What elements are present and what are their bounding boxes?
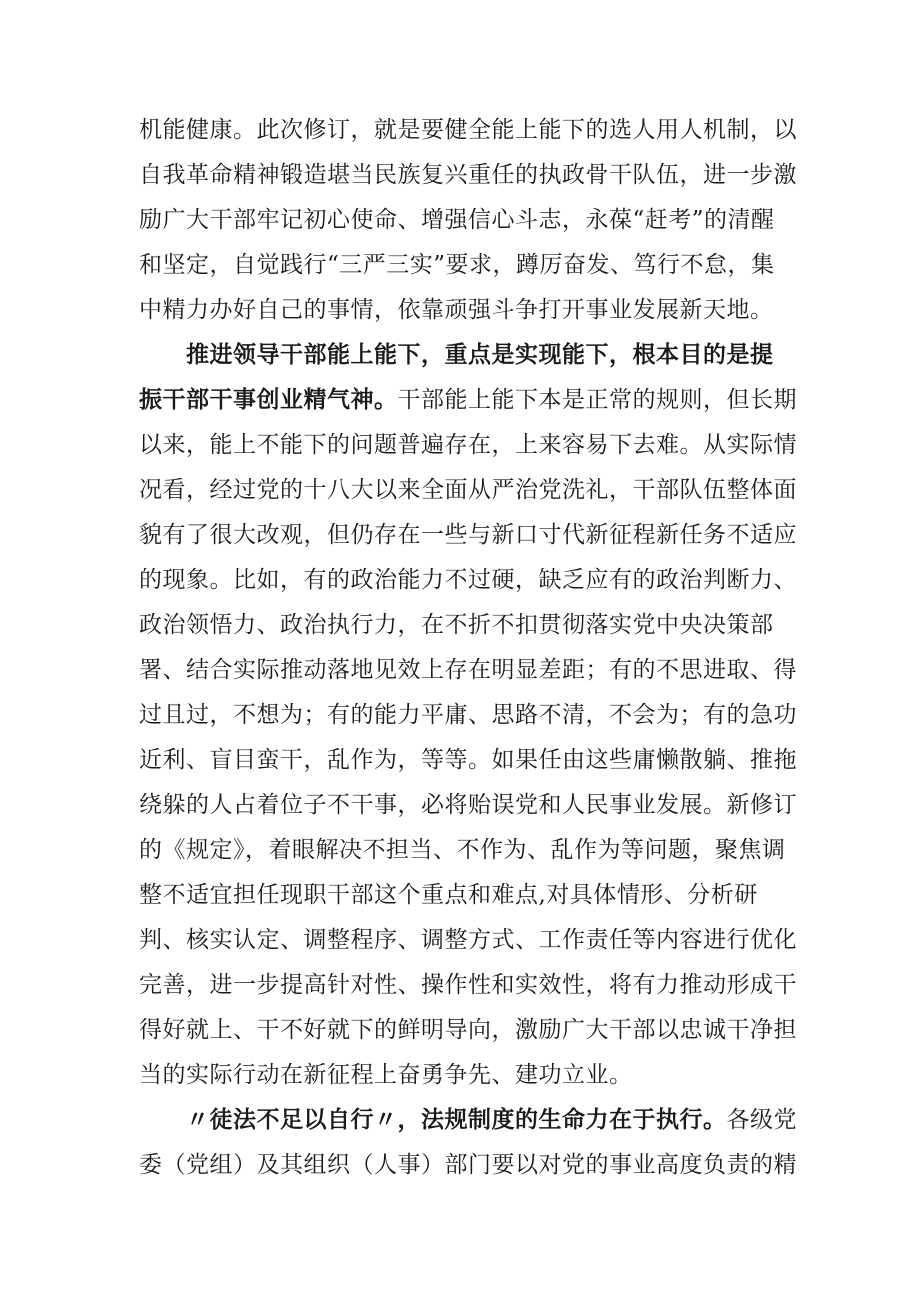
paragraph-heading-continued: 振干部干事创业精气神。: [139, 386, 398, 413]
text-run: 干部能上能下本是正常的规则，但长期: [397, 387, 797, 413]
text-line: 政治领悟力、政治执行力，在不折不扣贯彻落实党中央决策部: [139, 612, 774, 638]
text-line: 自我革命精神锻造堪当民族复兴重任的执政骨干队伍，进一步激: [139, 162, 797, 188]
text-line: 判、核实认定、调整程序、调整方式、工作责任等内容进行优化: [139, 927, 797, 953]
text-line: 过且过，不想为；有的能力平庸、思路不清，不会为；有的急功: [139, 702, 797, 728]
paragraph-heading: 推进领导干部能上能下，重点是实现能下，根本目的是提: [186, 341, 774, 368]
text-line: 以来，能上不能下的问题普遍存在，上来容易下去难。从实际情: [139, 432, 797, 458]
paragraph-heading: 〃徒法不足以自行〃，法规制度的生命力在于执行。: [186, 1106, 727, 1133]
text-line: 的《规定》，着眼解决不担当、不作为、乱作为等问题，聚焦调: [139, 837, 786, 863]
text-line: 绕躲的人占着位子不干事，必将贻误党和人民事业发展。新修订: [139, 792, 797, 818]
text-line: 貌有了很大改观，但仍存在一些与新口寸代新征程新任务不适应: [139, 522, 797, 548]
text-line: 当的实际行动在新征程上奋勇争先、建功立业。: [139, 1062, 633, 1088]
text-line: 的现象。比如，有的政治能力不过硬，缺乏应有的政治判断力、: [139, 567, 797, 593]
text-line: 委（党组）及其组织（人事）部门要以对党的事业高度负责的精: [139, 1152, 797, 1178]
text-line: 和坚定，自觉践行“三严三实”要求，蹲厉奋发、笃行不怠，集: [139, 252, 775, 278]
text-line: 近利、盲目蛮干，乱作为，等等。如果任由这些庸懒散躺、推拖: [139, 747, 797, 773]
text-run: 各级党: [726, 1107, 797, 1133]
text-line: 励广大干部牢记初心使命、增强信心斗志，永葆“赶考”的清醒: [139, 207, 775, 233]
text-line: 得好就上、干不好就下的鲜明导向，激励广大干部以忠诚干净担: [139, 1017, 797, 1043]
text-line: 况看，经过党的十八大以来全面从严治党洗礼，干部队伍整体面: [139, 477, 797, 503]
text-line: 完善，进一步提高针对性、操作性和实效性，将有力推动形成干: [139, 972, 797, 998]
text-line: 中精力办好自己的事情，依靠顽强斗争打开事业发展新天地。: [139, 297, 774, 323]
text-line: 整不适宜担任现职干部这个重点和难点,对具体情形、分析研: [139, 882, 758, 908]
text-line: [139, 385, 797, 415]
text-line: 机能健康。此次修订，就是要健全能上能下的选人用人机制，以: [139, 117, 797, 143]
text-line: [186, 1105, 797, 1135]
text-line: 署、结合实际推动落地见效上存在明显差距；有的不思进取、得: [139, 657, 797, 683]
